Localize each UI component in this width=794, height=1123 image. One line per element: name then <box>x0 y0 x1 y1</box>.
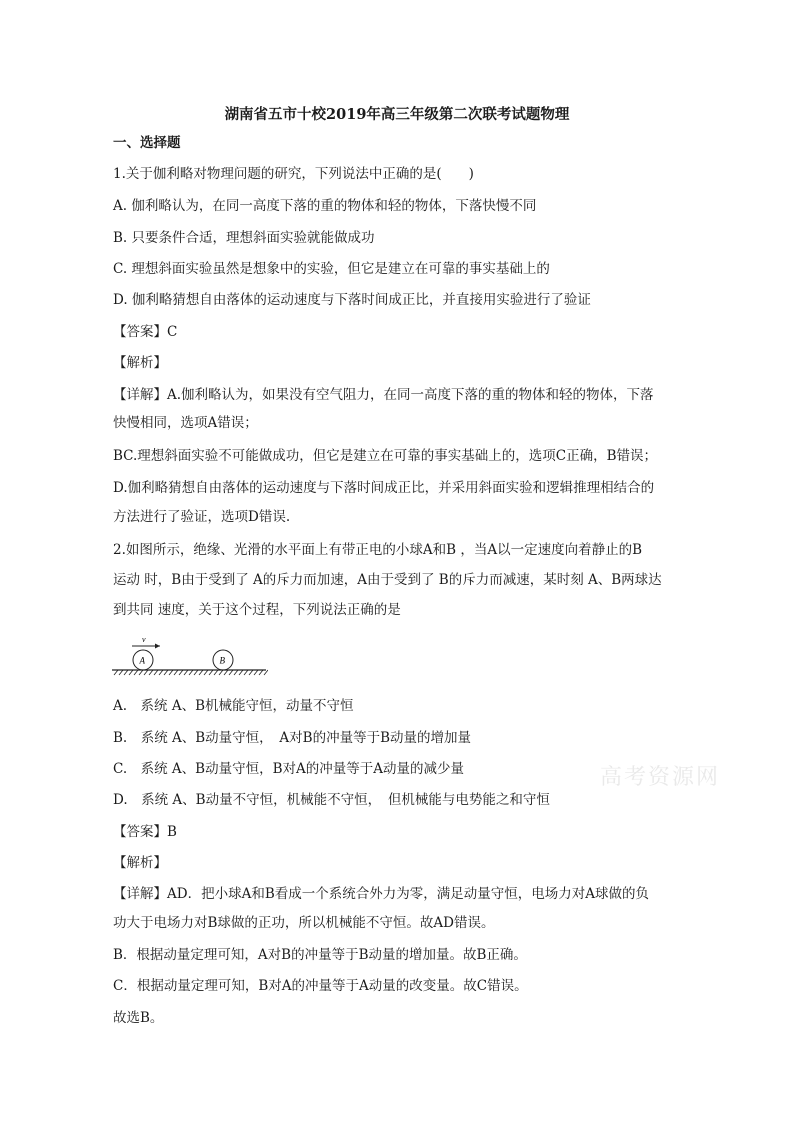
hatch-mark <box>164 670 168 675</box>
question-1-option-a: A. 伽利略认为，在同一高度下落的重的物体和轻的物体，下落快慢不同 <box>113 198 537 214</box>
ground-hatching <box>114 670 268 675</box>
question-1-detail-line: BC.理想斜面实验不可能做成功，但它是建立在可靠的事实基础上的，选项C正确，B错误； <box>113 448 658 464</box>
question-2-analysis-label: 【解析】 <box>113 855 167 871</box>
hatch-mark <box>209 670 213 675</box>
question-2-detail-line: 故选B。 <box>113 1010 164 1026</box>
hatch-mark <box>144 670 148 675</box>
hatch-mark <box>224 670 228 675</box>
question-2-option-a: A. 系统 A、B机械能守恒，动量不守恒 <box>113 698 354 714</box>
hatch-mark <box>244 670 248 675</box>
question-2-detail-line: B．根据动量定理可知，A对B的冲量等于B动量的增加量。故B正确。 <box>113 947 527 963</box>
question-1-detail-line: D.伽利略猜想自由落体的运动速度与下落时间成正比，并采用斜面实验和逻辑推理相结合的 <box>113 480 655 496</box>
hatch-mark <box>264 670 268 675</box>
hatch-mark <box>254 670 258 675</box>
hatch-mark <box>114 670 118 675</box>
hatch-mark <box>214 670 218 675</box>
question-1-detail-line: 方法进行了验证，选项D错误. <box>113 509 291 525</box>
section-heading: 一、选择题 <box>113 135 181 151</box>
question-1-option-b: B. 只要条件合适，理想斜面实验就能做成功 <box>113 230 375 246</box>
hatch-mark <box>139 670 143 675</box>
hatch-mark <box>154 670 158 675</box>
question-2-stem-line: 2.如图所示，绝缘、光滑的水平面上有带正电的小球A和B ，当A以一定速度向着静止的B <box>113 542 643 558</box>
hatch-mark <box>159 670 163 675</box>
two-balls-figure <box>112 634 268 680</box>
question-1-analysis-label: 【解析】 <box>113 355 167 371</box>
hatch-mark <box>174 670 178 675</box>
question-1-answer: 【答案】C <box>113 324 178 340</box>
hatch-mark <box>249 670 253 675</box>
question-2-stem-line: 运动 时，B由于受到了 A的斥力而加速，A由于受到了 B的斥力而减速，某时刻 A、B两球达 <box>113 572 662 588</box>
watermark: 高考资源网 <box>600 765 721 790</box>
hatch-mark <box>134 670 138 675</box>
question-1-option-c: C. 理想斜面实验虽然是想象中的实验，但它是建立在可靠的事实基础上的 <box>113 261 550 277</box>
question-2-stem-line: 到共同 速度，关于这个过程，下列说法正确的是 <box>113 602 401 618</box>
hatch-mark <box>129 670 133 675</box>
ball-a-label: A <box>139 655 145 666</box>
question-2-option-d: D. 系统 A、B动量不守恒，机械能不守恒， 但机械能与电势能之和守恒 <box>113 792 550 808</box>
hatch-mark <box>229 670 233 675</box>
hatch-mark <box>234 670 238 675</box>
question-2-detail-line: C．根据动量定理可知，B对A的冲量等于A动量的改变量。故C错误。 <box>113 978 528 994</box>
question-1-detail-line: 【详解】A.伽利略认为，如果没有空气阻力，在同一高度下落的重的物体和轻的物体，下落 <box>113 387 654 403</box>
page-title: 湖南省五市十校2019年高三年级第二次联考试题物理 <box>224 106 570 123</box>
hatch-mark <box>219 670 223 675</box>
question-2-answer: 【答案】B <box>113 824 177 840</box>
question-1-option-d: D. 伽利略猜想自由落体的运动速度与下落时间成正比，并直接用实验进行了验证 <box>113 292 591 308</box>
hatch-mark <box>189 670 193 675</box>
hatch-mark <box>239 670 243 675</box>
question-2-option-c: C. 系统 A、B动量守恒，B对A的冲量等于A动量的减少量 <box>113 761 465 777</box>
hatch-mark <box>199 670 203 675</box>
hatch-mark <box>194 670 198 675</box>
hatch-mark <box>169 670 173 675</box>
question-1-detail-line: 快慢相同，选项A错误； <box>113 415 258 431</box>
hatch-mark <box>119 670 123 675</box>
question-1-stem: 1.关于伽利略对物理问题的研究，下列说法中正确的是( ) <box>113 166 474 182</box>
velocity-label: v <box>142 635 146 644</box>
hatch-mark <box>184 670 188 675</box>
question-2-detail-line: 功大于电场力对B球做的正功，所以机械能不守恒。故AD错误。 <box>113 915 495 931</box>
velocity-arrow-head <box>155 644 160 649</box>
hatch-mark <box>179 670 183 675</box>
hatch-mark <box>124 670 128 675</box>
question-2-detail-line: 【详解】AD．把小球A和B看成一个系统合外力为零，满足动量守恒，电场力对A球做的负 <box>113 886 649 902</box>
hatch-mark <box>149 670 153 675</box>
hatch-mark <box>259 670 263 675</box>
hatch-mark <box>204 670 208 675</box>
ball-b-label: B <box>219 655 225 666</box>
question-2-option-b: B. 系统 A、B动量守恒， A对B的冲量等于B动量的增加量 <box>113 730 472 746</box>
